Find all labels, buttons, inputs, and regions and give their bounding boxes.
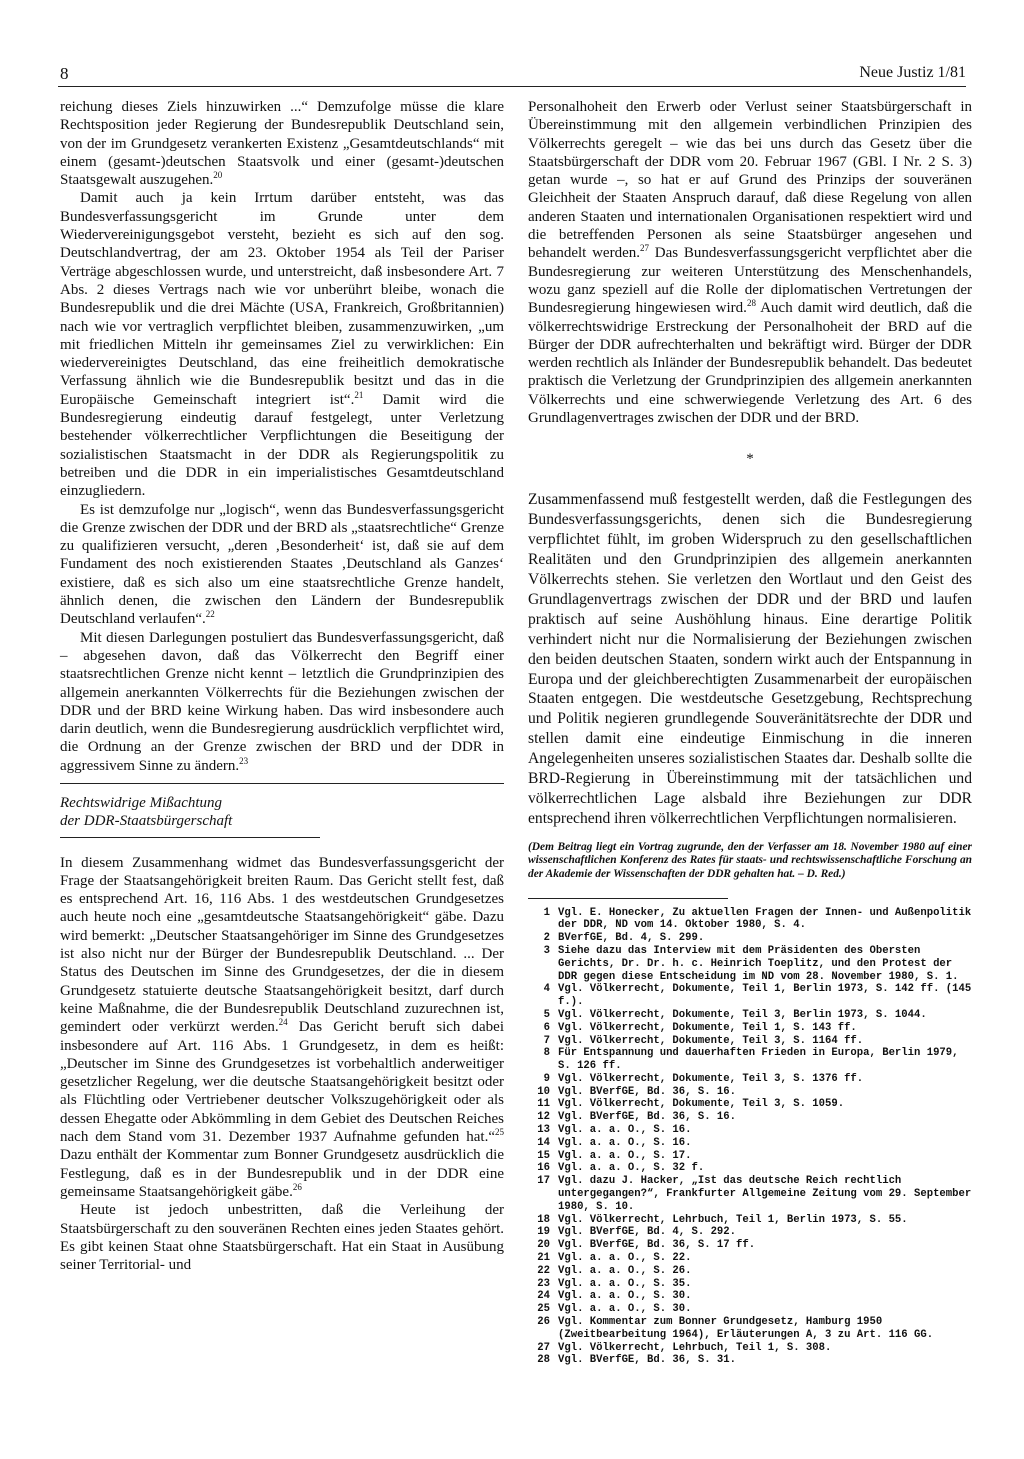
footnote-ref[interactable]: 28 (746, 298, 756, 309)
footnote-item (528, 1175, 972, 1213)
footnote-rule (528, 898, 728, 899)
footnote-item (528, 983, 972, 1009)
footnote-list (528, 907, 972, 1368)
footnote-number: 2 (543, 932, 550, 945)
footnote-number: 21 (537, 1252, 550, 1265)
footnote-text: Vgl. dazu J. Hacker, „Ist das deutsche Reich rechtlich untergegangen?“, Frankfurter Allgemeine Zeitung vom 29. September 1980, S. 10. (558, 1175, 972, 1213)
footnote-text: Vgl. Völkerrecht, Dokumente, Teil 3, S. 1059. (558, 1098, 845, 1111)
footnote-item (528, 1265, 972, 1278)
footnote-text: BVerfGE, Bd. 4, S. 299. (558, 932, 705, 945)
footnote-item (528, 945, 972, 983)
footnote-item (528, 1009, 972, 1022)
footnote-text: Vgl. Völkerrecht, Dokumente, Teil 1, Berlin 1973, S. 142 ff. (145 f.). (558, 983, 972, 1009)
footnote-number: 5 (543, 1008, 550, 1021)
footnote-number: 20 (537, 1239, 550, 1252)
footnote-text: Vgl. Völkerrecht, Lehrbuch, Teil 1, Berlin 1973, S. 55. (558, 1213, 908, 1226)
footnote-ref[interactable]: 21 (354, 389, 364, 400)
footnote-number: 4 (543, 983, 550, 996)
footnote-number: 11 (537, 1098, 550, 1111)
footnote-item (528, 1124, 972, 1137)
footnote-ref[interactable]: 24 (278, 1017, 288, 1028)
footnote-text: Vgl. Völkerrecht, Dokumente, Teil 3, Berlin 1973, S. 1044. (558, 1008, 927, 1021)
footnote-number: 27 (537, 1341, 550, 1354)
footnote-text: Vgl. BVerfGE, Bd. 36, S. 16. (558, 1085, 737, 1098)
footnote-text: Vgl. BVerfGE, Bd. 36, S. 17 ff. (558, 1239, 756, 1252)
footnote-item (528, 1226, 972, 1239)
footnote-text: Vgl. a. a. O., S. 30. (558, 1290, 692, 1303)
footnote-number: 22 (537, 1264, 550, 1277)
footnote-text: Vgl. BVerfGE, Bd. 4, S. 292. (558, 1226, 737, 1239)
footnote-ref[interactable]: 22 (205, 609, 215, 620)
footnote-number: 23 (537, 1277, 550, 1290)
section-heading-rule (60, 837, 320, 838)
footnote-item (528, 1047, 972, 1073)
footnote-ref[interactable]: 23 (239, 755, 249, 766)
footnote-number: 10 (537, 1085, 550, 1098)
footnote-number: 8 (543, 1047, 550, 1060)
footnote-text: Vgl. BVerfGE, Bd. 36, S. 31. (558, 1354, 737, 1367)
footnote-item (528, 1162, 972, 1175)
footnote-ref[interactable]: 20 (213, 170, 223, 181)
footnote-text: Vgl. a. a. O., S. 30. (558, 1303, 692, 1316)
footnote-item (528, 1342, 972, 1355)
footnote-text: Vgl. E. Honecker, Zu aktuellen Fragen der Innen- und Außenpolitik der DDR, ND vom 14. Oktober 1980, S. 4. (558, 906, 972, 932)
page-number: 8 (60, 64, 69, 83)
footnote-item (528, 1354, 972, 1367)
journal-title: Neue Justiz 1/81 (859, 64, 966, 81)
footnote-item (528, 1252, 972, 1265)
conclusion-paragraph: Zusammenfassend muß festgestellt werden, daß die Festlegungen des Bundesverfassungsgerichts, denen sich die Bundesregierung verpflichtet fühlt, im groben Widerspruch zu den gesellschaftlichen Realitäten und den Grundprinzipien des allgemein anerkannten Völkerrechts stehen. Sie verletzen den Wortlaut und den Geist des Grundlagenvertrags zwischen der DDR und der BRD und laufen praktisch auf seine Aushöhlung hinaus. Eine derartige Politik verhindert nicht nur die Normalisierung der Beziehungen zwischen den beiden deutschen Staaten, sondern wirkt auch der Entspannung in Europa und der gleichberechtigten Zusammenarbeit der europäischen Staaten entgegen. Die westdeutsche Gesetzgebung, Rechtsprechung und Politik negieren grundlegende Souveränitätsrechte der DDR und stellen damit eine eindeutige Einmischung in die inneren Angelegenheiten unseres sozialistischen Staates dar. Deshalb sollte die BRD-Regierung in Übereinstimmung mit der tatsächlichen und völkerrechtlichen Lage alsbald ihre Beziehungen zur DDR entsprechend ihren völkerrechtlichen Verpflichtungen normalisieren. (528, 491, 972, 827)
footnote-number: 6 (543, 1021, 550, 1034)
footnote-item (528, 1086, 972, 1099)
footnote-number: 1 (543, 906, 550, 919)
footnote-text: Vgl. a. a. O., S. 35. (558, 1277, 692, 1290)
footnote-text: Für Entspannung und dauerhaften Frieden in Europa, Berlin 1979, S. 126 ff. (558, 1047, 959, 1073)
footnote-text: Vgl. a. a. O., S. 26. (558, 1264, 692, 1277)
footnote-number: 3 (543, 944, 550, 957)
footnote-text: Vgl. a. a. O., S. 16. (558, 1124, 692, 1137)
footnote-ref[interactable]: 25 (495, 1127, 504, 1138)
footnote-item (528, 907, 972, 933)
footnote-item (528, 1278, 972, 1291)
footnote-item (528, 932, 972, 945)
footnote-item (528, 1035, 972, 1048)
footnote-number: 13 (537, 1124, 550, 1137)
footnote-text: Vgl. BVerfGE, Bd. 36, S. 16. (558, 1111, 737, 1124)
editor-note: (Dem Beitrag liegt ein Vortrag zugrunde, den der Verfasser am 18. November 1980 auf einer wissenschaftlichen Konferenz des Rates für staats- und rechtswissenschaftliche Forschung an der Akademie der Wissenschaften der DDR gehalten hat. – D. Red.) (528, 840, 972, 880)
header-rule (58, 86, 966, 87)
footnote-number: 14 (537, 1136, 550, 1149)
paragraph: Heute ist jedoch unbestritten, daß die Verleihung der Staatsbürgerschaft zu den souveränen Rechten eines jeden Staates gehört. Es gibt keinen Staat ohne Staatsbürgerschaft. Hat ein Staat in Ausübung seiner Territorial- und (60, 1202, 504, 1274)
left-column (60, 98, 504, 1274)
paragraph: In diesem Zusammenhang widmet das Bundesverfassungsgericht der Frage der Staatsangehörigkeit breiten Raum. Das Gericht stellt fest, daß es entsprechend Art. 16, 116 Abs. 1 des westdeutschen Grundgesetzes auch heute noch eine „gesamtdeutsche Staatsangehörigkeit“ gäbe. Dazu wird bemerkt: „Deutscher Staatsangehöriger im Sinne des Grundgesetzes ist also nicht nur der Bürger der Bundesrepublik Deutschland. ... Der Status des Deutschen im Sinne des Grundgesetzes, der die in diesem Grundgesetz statuierte deutsche Staatsangehörigkeit besitzt, darf durch keine Maßnahme, die der Bundesrepublik Deutschland zuzurechnen ist, gemindert oder verkürzt werden.$^{24}$ Das Gericht beruft sich dabei insbesondere auf Art. 116 Abs. 1 Grundgesetz, in dem es heißt: „Deutscher im Sinne des Grundgesetzes ist vorbehaltlich anderweitiger gesetzlicher Regelung, wer die deutsche Staatsangehörigkeit besitzt oder als Flüchtling oder Vertriebener deutscher Volkszugehörigkeit oder als dessen Ehegatte oder Abkömmling in dem Gebiet des Deutschen Reiches nach dem Stand vom 31. Dezember 1937 Aufnahme gefunden hat.“$^{25}$ Dazu enthält der Kommentar zum Bonner Grundgesetz ausdrücklich die Festlegung, daß es in der Bundesrepublik und in der DDR eine gemeinsame Staatsangehörigkeit gäbe.$^{26}$ (60, 854, 504, 1200)
footnote-item (528, 1316, 972, 1342)
footnote-ref[interactable]: 26 (292, 1181, 302, 1192)
footnote-number: 15 (537, 1149, 550, 1162)
footnote-item (528, 1073, 972, 1086)
footnote-item (528, 1290, 972, 1303)
footnote-number: 26 (537, 1316, 550, 1329)
footnote-text: Vgl. a. a. O., S. 22. (558, 1252, 692, 1265)
footnote-number: 19 (537, 1226, 550, 1239)
footnote-number: 9 (543, 1072, 550, 1085)
footnote-text: Vgl. Völkerrecht, Dokumente, Teil 3, S. 1164 ff. (558, 1034, 864, 1047)
footnote-ref[interactable]: 27 (640, 243, 649, 254)
footnote-number: 16 (537, 1162, 550, 1175)
footnote-item (528, 1111, 972, 1124)
footnote-text: Vgl. Völkerrecht, Dokumente, Teil 3, S. 1376 ff. (558, 1072, 864, 1085)
paragraph: Mit diesen Darlegungen postuliert das Bundesverfassungsgericht, daß – abgesehen davon, daß das Völkerrecht den Begriff einer staatsrechtlichen Grenze nicht kennt – letztlich die Grundprinzipien des allgemein anerkannten Völkerrechts für die Beziehungen zwischen der DDR und der BRD keine Wirkung haben. Das wird insbesondere auch darin deutlich, wenn die Bundesregierung ausdrücklich verpflichtet wird, die Ordnung an der Grenze zwischen der BRD und der DDR in aggressivem Sinne zu ändern.$^{23}$ (60, 629, 504, 774)
footnote-text: Vgl. Kommentar zum Bonner Grundgesetz, Hamburg 1950 (Zweitbearbeitung 1964), Erläuterungen A, 3 zu Art. 116 GG. (558, 1316, 934, 1341)
footnote-text: Vgl. Völkerrecht, Lehrbuch, Teil 1, S. 308. (558, 1341, 832, 1354)
footnote-item (528, 1239, 972, 1252)
footnote-number: 7 (543, 1034, 550, 1047)
footnote-number: 18 (537, 1213, 550, 1226)
footnote-text: Vgl. Völkerrecht, Dokumente, Teil 1, S. 143 ff. (558, 1021, 857, 1034)
section-heading: Rechtswidrige Mißachtung der DDR-Staatsbürgerschaft (60, 794, 233, 830)
footnote-number: 12 (537, 1111, 550, 1124)
footnote-text: Vgl. a. a. O., S. 32 f. (558, 1162, 705, 1175)
footnote-text: Vgl. a. a. O., S. 16. (558, 1136, 692, 1149)
paragraph: Personalhoheit den Erwerb oder Verlust seiner Staatsbürgerschaft in Übereinstimmung mit den allgemein verbindlichen Prinzipien des Völkerrechts geregelt – wie das bei uns durch das Gesetz über die Staatsbürgerschaft der DDR vom 20. Februar 1967 (GBl. I Nr. 2 S. 3) getan wurde –, so hat er auf Grund des Prinzips der souveränen Gleichheit der Staaten Anspruch darauf, daß diese Regelung von allen anderen Staaten und internationalen Organisationen respektiert wird und die betreffenden Personen als seine Staatsbürger angesehen und behandelt werden.$^{27}$ Das Bundesverfassungsgericht verpflichtet aber die Bundesregierung zur weiteren Unterstützung des Menschenhandels, wozu ganz speziell auf die Rolle der diplomatischen Vertretungen der Bundesregierung hingewiesen wird.$^{28}$ Auch damit wird deutlich, daß die völkerrechtswidrige Erstreckung der Personalhoheit der BRD auf die Bürger der DDR aufrechterhalten und bekräftigt wird. Bürger der DDR werden rechtlich als Inländer der Bundesrepublik behandelt. Das bedeutet praktisch die Verletzung der Grundprinzipien des allgemein anerkannten Völkerrechts und eine schwerwiegende Verletzung des Art. 6 des Grundlagenvertrages zwischen der DDR und der BRD. (528, 99, 973, 427)
section-separator: * (746, 451, 754, 468)
footnote-text: Vgl. a. a. O., S. 17. (558, 1149, 692, 1162)
footnote-item (528, 1150, 972, 1163)
paragraph: Es ist demzufolge nur „logisch“, wenn das Bundesverfassungsgericht die Grenze zwischen der DDR und der BRD als „staatsrechtliche“ Grenze zu qualifizieren versucht, „deren ‚Besonderheit‘ ist, daß sie auf dem Fundament des noch existierenden Staates ‚Deutschland als Ganzes‘ existiere, daß es sich also um eine staatsrechtliche Grenze handelt, ähnlich denen, die zwischen den Ländern der Bundesrepublik Deutschland verlaufen“.$^{22}$ (60, 501, 504, 628)
section-rule (60, 783, 504, 784)
footnote-number: 25 (537, 1303, 550, 1316)
footnote-item (528, 1303, 972, 1316)
right-column (528, 98, 972, 1367)
footnote-item (528, 1214, 972, 1227)
paragraph: Damit auch ja kein Irrtum darüber entsteht, was das Bundesverfassungsgericht im Grunde unter dem Wiedervereinigungsgebot versteht, bezieht es sich auf den sog. Deutschlandvertrag, der am 23. Oktober 1954 als Teil der Pariser Verträge abgeschlossen wurde, und unterstreicht, daß insbesondere Art. 7 Abs. 2 dieses Vertrags nach wie vor unberührt bleibe, wonach die Bundesrepublik und die drei Mächte (USA, Frankreich, Großbritannien) nach wie vor vertraglich verpflichtet bleiben, zusammenzuwirken, „um mit friedlichen Mitteln ihr gemeinsames Ziel zu verwirklichen: Ein wiedervereinigtes Deutschland, das eine freiheitlich demokratische Verfassung ähnlich wie die Bundesrepublik besitzt und das in die Europäische Gemeinschaft integriert ist“.$^{21}$ Damit wird die Bundesregierung eindeutig darauf festgelegt, unter Verletzung bestehender völkerrechtlicher Verpflichtungen die Beseitigung der sozialistischen Staatsmacht in der DDR als Regierungspolitik zu betreiben und die DDR in ein imperialistisches Gesamtdeutschland einzugliedern. (60, 190, 504, 500)
footnote-number: 28 (537, 1354, 550, 1367)
footnote-item (528, 1098, 972, 1111)
footnote-number: 24 (537, 1290, 550, 1303)
footnote-number: 17 (537, 1175, 550, 1188)
footnote-text: Siehe dazu das Interview mit dem Präsidenten des Obersten Gerichts, Dr. Dr. h. c. Heinrich Toeplitz, und den Protest der DDR gegen diese Entscheidung im ND vom 28. November 1980, S. 1. (558, 944, 959, 983)
paragraph: reichung dieses Ziels hinzuwirken ...“ Demzufolge müsse die klare Rechtsposition jeder Regierung der Bundesrepublik Deutschland sein, von der im Grundgesetz verankerten Existenz „Gesamtdeutschlands“ mit einem (gesamt-)deutschen Staatsvolk und einer (gesamt-)deutschen Staatsgewalt auszugehen.$^{20}$ (60, 99, 504, 189)
footnote-item (528, 1022, 972, 1035)
footnote-item (528, 1137, 972, 1150)
